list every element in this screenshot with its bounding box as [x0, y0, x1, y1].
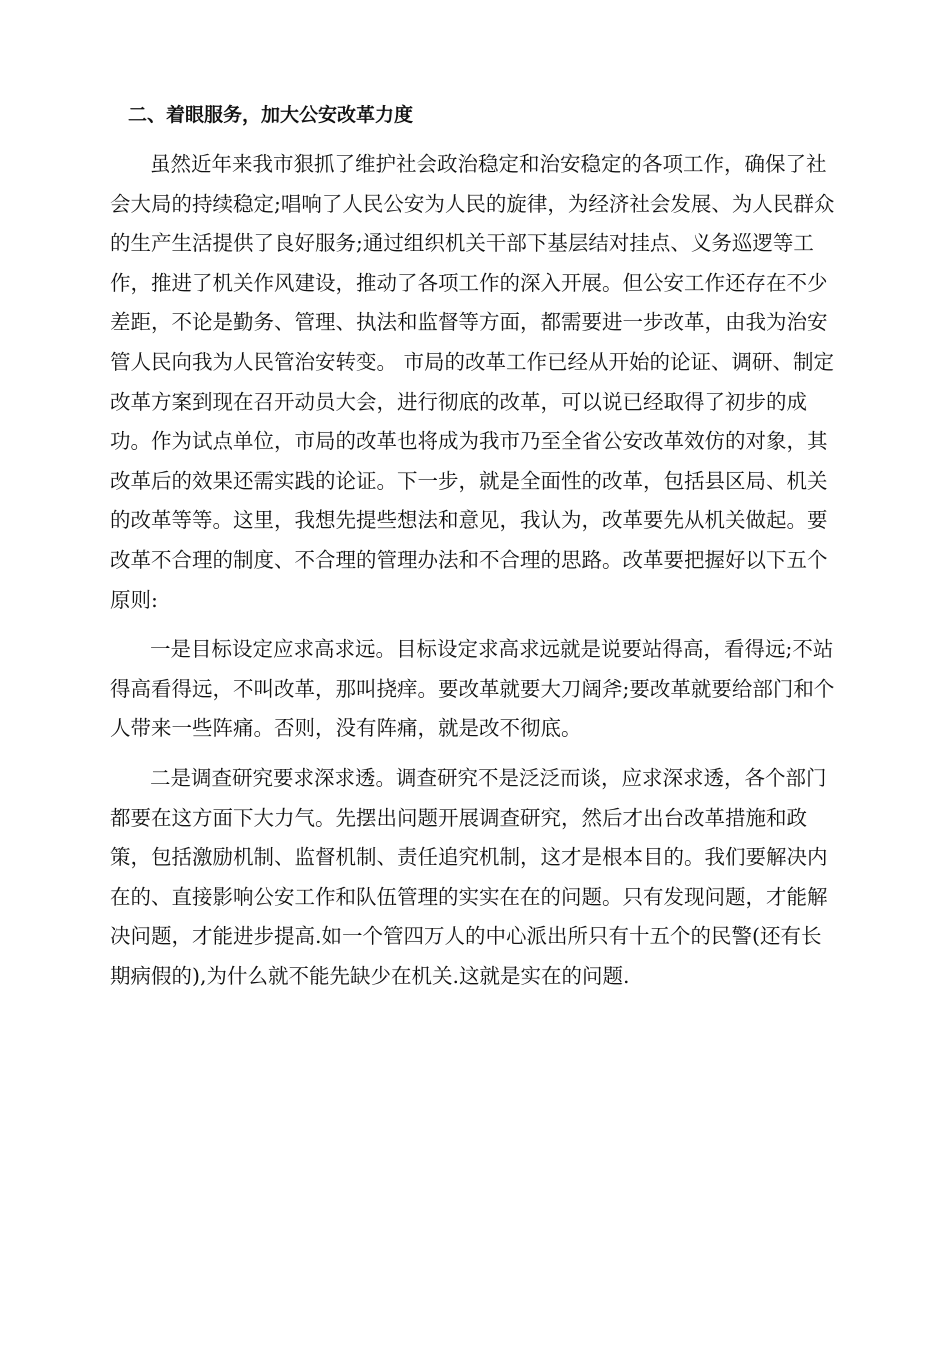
document-page [110, 95, 850, 1006]
section-heading: 二、着眼服务，加大公安改革力度 [128, 104, 414, 126]
text-line: 管人民向我为人民管治安转变。 市局的改革工作已经从开始的论证、调研、制定 [110, 349, 835, 374]
text-line: 的改革等等。这里，我想先提些想法和意见，我认为，改革要先从机关做起。要 [110, 508, 828, 533]
text-line: 改革后的效果还需实践的论证。下一步，就是全面性的改革，包括县区局、机关 [110, 468, 828, 493]
text-line: 差距，不论是勤务、管理、执法和监督等方面，都需要进一步改革，由我为治安 [110, 310, 828, 335]
text-line: 都要在这方面下大力气。先摆出问题开展调查研究，然后才出台改革措施和政 [110, 805, 807, 830]
text-line: 虽然近年来我市狠抓了维护社会政治稳定和治安稳定的各项工作，确保了社 [150, 152, 827, 176]
document-body [110, 145, 850, 996]
text-line: 功。作为试点单位，市局的改革也将成为我市乃至全省公安改革效仿的对象，其 [110, 429, 828, 454]
text-line: 在的、直接影响公安工作和队伍管理的实实在在的问题。只有发现问题，才能解 [110, 884, 828, 909]
text-line: 策，包括激励机制、监督机制、责任追究机制，这才是根本目的。我们要解决内 [110, 845, 828, 870]
text-line: 原则: [110, 587, 158, 612]
text-line: 二是调查研究要求深求透。调查研究不是泛泛而谈，应求深求透，各个部门 [150, 765, 827, 790]
text-line: 改革不合理的制度、不合理的管理办法和不合理的思路。改革要把握好以下五个 [110, 547, 828, 572]
text-line: 人带来一些阵痛。否则，没有阵痛，就是改不彻底。 [110, 716, 582, 741]
text-line: 得高看得远，不叫改革，那叫挠痒。要改革就要大刀阔斧;要改革就要给部门和个 [110, 676, 835, 701]
text-line: 期病假的),为什么就不能先缺少在机关.这就是实在的问题. [110, 963, 630, 988]
text-line: 作，推进了机关作风建设，推动了各项工作的深入开展。但公安工作还存在不少 [110, 270, 828, 295]
text-line: 的生产生活提供了良好服务;通过组织机关干部下基层结对挂点、义务巡逻等工 [110, 231, 814, 256]
paragraph [110, 759, 850, 997]
text-line: 决问题，才能进步提高.如一个管四万人的中心派出所只有十五个的民警(还有长 [110, 924, 822, 949]
text-line: 一是目标设定应求高求远。目标设定求高求远就是说要站得高，看得远;不站 [150, 637, 834, 662]
text-line: 改革方案到现在召开动员大会，进行彻底的改革，可以说已经取得了初步的成 [110, 389, 807, 414]
paragraph [110, 630, 850, 749]
paragraph [110, 145, 850, 620]
text-line: 会大局的持续稳定;唱响了人民公安为人民的旋律，为经济社会发展、为人民群众 [110, 191, 835, 216]
